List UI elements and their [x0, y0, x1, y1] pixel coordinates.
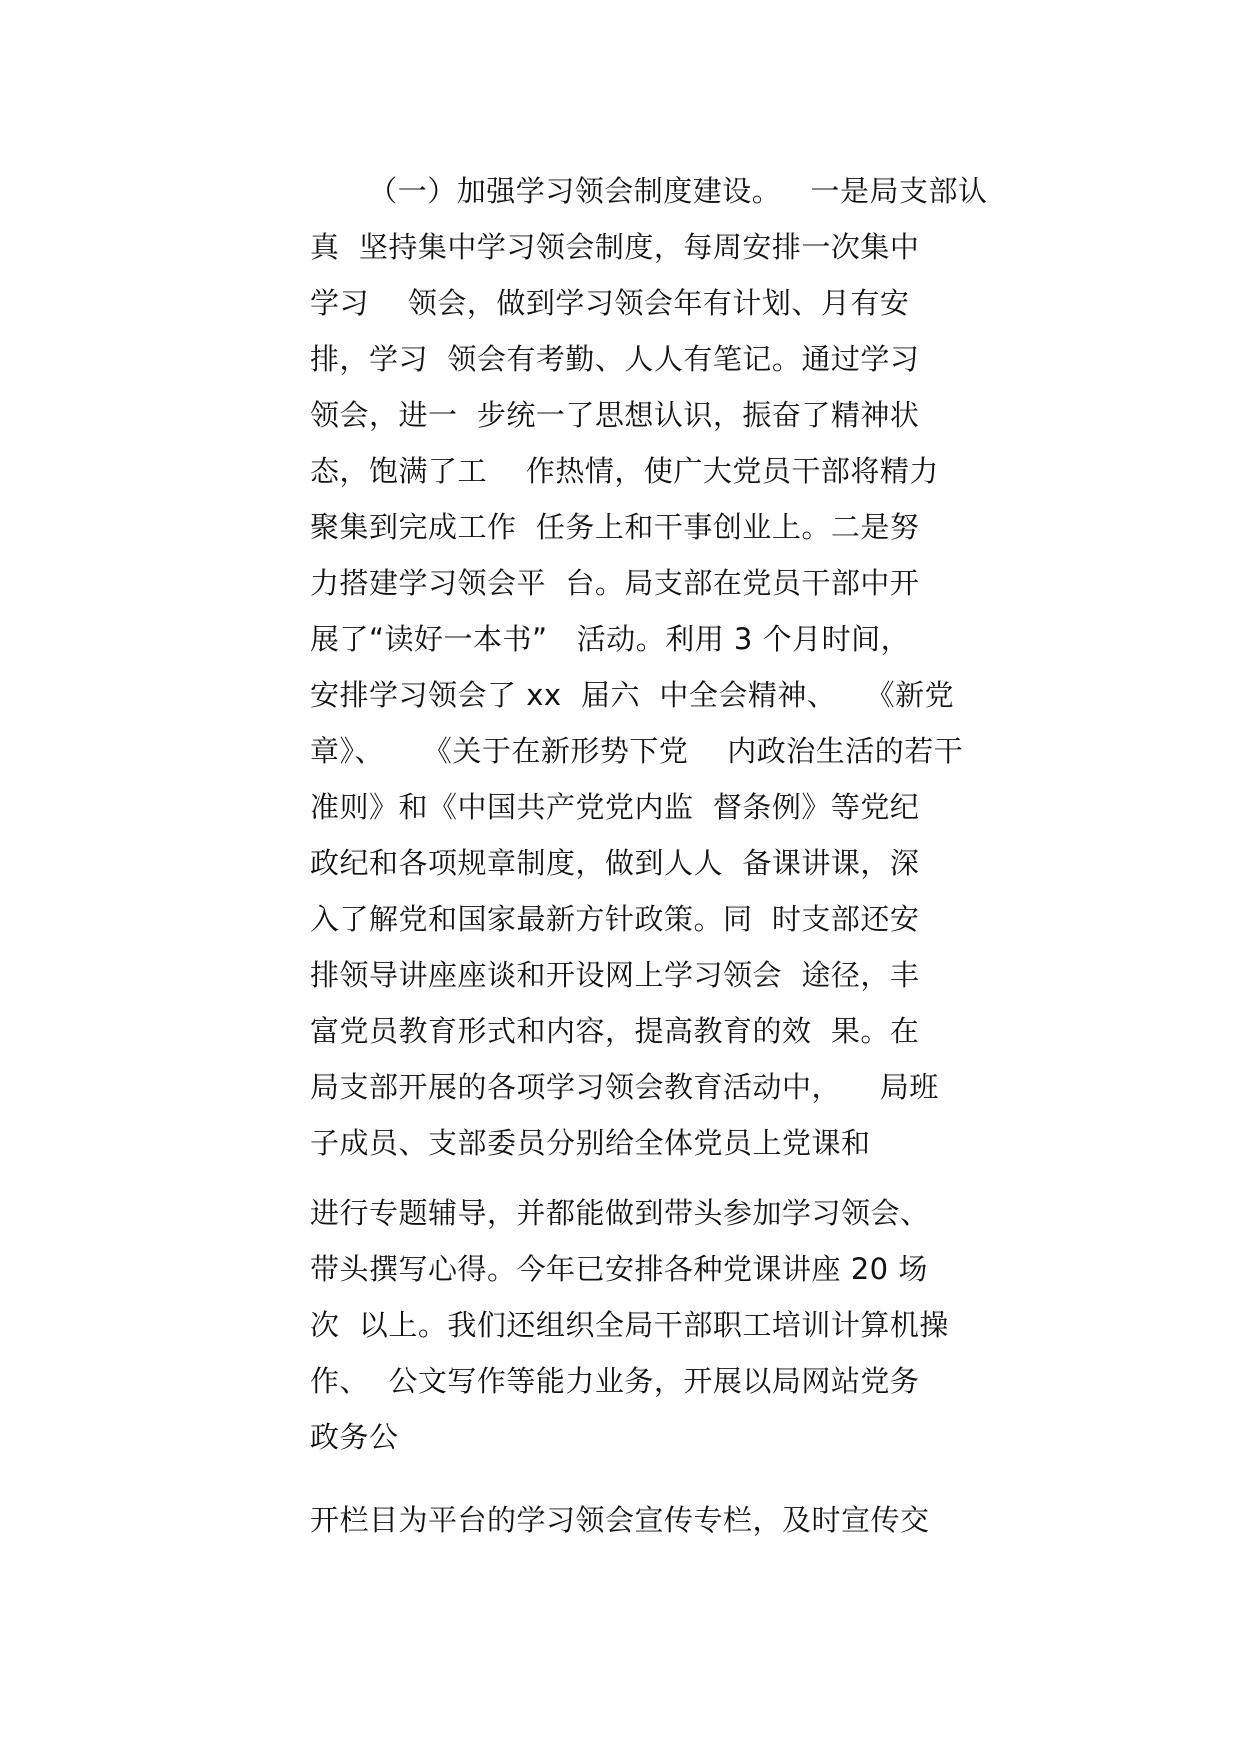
text-line: 子成员、支部委员分别给全体党员上党课和: [310, 1126, 871, 1160]
text-line: 开栏目为平台的学习领会宣传专栏，及时宣传交: [310, 1503, 930, 1537]
text-line: 真 坚持集中学习领会制度，每周安排一次集中: [310, 230, 920, 264]
text-line: 富党员教育形式和内容，提高教育的效 果。在: [310, 1014, 920, 1048]
text-line: 排，学习 领会有考勤、人人有笔记。通过学习: [310, 342, 920, 376]
text-line: 政务公: [310, 1420, 399, 1454]
text-line: 章》、 《关于在新形势下党 内政治生活的若干: [310, 734, 964, 768]
text-line: 带头撰写心得。今年已安排各种党课讲座 20 场: [310, 1252, 928, 1286]
text-line: （一）加强学习领会制度建设。 一是局支部认: [310, 174, 988, 208]
text-line: 作、 公文写作等能力业务，开展以局网站党务: [310, 1364, 920, 1398]
paragraph-block-2: [310, 1185, 950, 1465]
text-line: 态，饱满了工 作热情，使广大党员干部将精力: [310, 454, 939, 488]
text-line: 聚集到完成工作 任务上和干事创业上。二是努: [310, 510, 920, 544]
text-line: 展了“读好一本书” 活动。利用 3 个月时间，: [310, 622, 911, 656]
text-line: 进行专题辅导，并都能做到带头参加学习领会、: [310, 1196, 930, 1230]
text-line: 学习 领会，做到学习领会年有计划、月有安: [310, 286, 910, 320]
paragraph-block-3: [310, 1492, 950, 1548]
text-line: 政纪和各项规章制度，做到人人 备课讲课，深: [310, 846, 920, 880]
paragraph-block-1: [310, 163, 988, 1171]
text-line: 安排学习领会了 xx 届六 中全会精神、 《新党: [310, 678, 955, 712]
text-line: 次 以上。我们还组织全局干部职工培训计算机操: [310, 1308, 949, 1342]
text-line: 排领导讲座座谈和开设网上学习领会 途径，丰: [310, 958, 920, 992]
text-line: 局支部开展的各项学习领会教育活动中， 局班: [310, 1070, 939, 1104]
text-line: 准则》和《中国共产党党内监 督条例》等党纪: [310, 790, 920, 824]
text-line: 力搭建学习领会平 台。局支部在党员干部中开: [310, 566, 920, 600]
text-line: 入了解党和国家最新方针政策。同 时支部还安: [310, 902, 920, 936]
text-line: 领会，进一 步统一了思想认识，振奋了精神状: [310, 398, 920, 432]
